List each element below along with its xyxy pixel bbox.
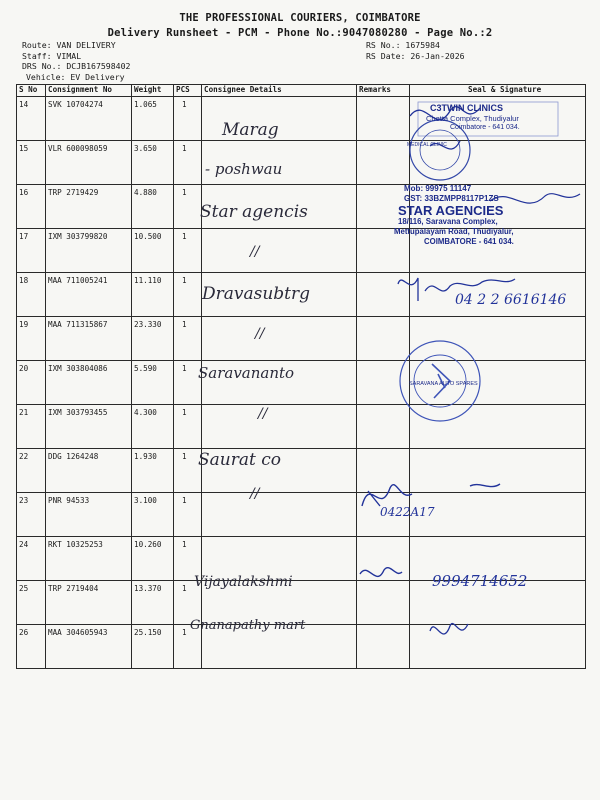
handwriting-r20: Saravananto [198, 364, 295, 382]
cell-weight: 10.500 [132, 229, 174, 273]
handwriting-r22: Saurat co [198, 450, 281, 470]
cell-weight: 4.300 [132, 405, 174, 449]
col-sno: S No [17, 85, 46, 97]
cell-consignment-no: IXM 303799820 [46, 229, 132, 273]
cell-consignment-no: IXM 303804086 [46, 361, 132, 405]
cell-pcs: 1 [174, 273, 202, 317]
cell-pcs: 1 [174, 229, 202, 273]
handwriting-r19: // [255, 326, 265, 342]
document-title: THE PROFESSIONAL COURIERS, COIMBATORE [179, 12, 421, 24]
cell-consignee-details [202, 405, 357, 449]
cell-consignment-no: TRP 2719429 [46, 185, 132, 229]
document-subtitle: Delivery Runsheet - PCM - Phone No.:9047080280 - Page No.:2 [107, 27, 493, 39]
cell-weight: 3.650 [132, 141, 174, 185]
clinic-stamp-pin: Coimbatore - 641 034. [450, 124, 520, 131]
meta-right [366, 40, 465, 61]
cell-sno: 23 [17, 493, 46, 537]
cell-sno: 15 [17, 141, 46, 185]
cell-consignee-details [202, 317, 357, 361]
row25-signature [360, 568, 402, 577]
cell-consignment-no: MAA 304605943 [46, 625, 132, 669]
cell-pcs: 1 [174, 97, 202, 141]
col-consignment: Consignment No [46, 85, 132, 97]
handwriting-r18: Dravasubtrg [202, 284, 311, 304]
cell-weight: 11.110 [132, 273, 174, 317]
rs-number: RS No.: 1675984 [366, 40, 440, 50]
cell-sno: 18 [17, 273, 46, 317]
cell-pcs: 1 [174, 581, 202, 625]
star-city: COIMBATORE - 641 034. [424, 237, 514, 246]
cell-consignment-no: IXM 303793455 [46, 405, 132, 449]
cell-pcs: 1 [174, 185, 202, 229]
cell-sno: 26 [17, 625, 46, 669]
cell-weight: 13.370 [132, 581, 174, 625]
cell-pcs: 1 [174, 625, 202, 669]
col-weight: Weight [132, 85, 174, 97]
cell-pcs: 1 [174, 537, 202, 581]
row26-signature [430, 624, 468, 634]
col-remarks: Remarks [357, 85, 410, 97]
cell-sno: 16 [17, 185, 46, 229]
clinic-stamp-address: Chetta Complex, Thudiyalur [426, 114, 519, 123]
rs-date: RS Date: 26-Jan-2026 [366, 50, 465, 61]
cell-consignment-no: PNR 94533 [46, 493, 132, 537]
cell-consignment-no: RKT 10325253 [46, 537, 132, 581]
cell-consignee-details [202, 229, 357, 273]
cell-sno: 21 [17, 405, 46, 449]
cell-consignment-no: MAA 711005241 [46, 273, 132, 317]
handwriting-r14: Marag [222, 120, 279, 140]
handwriting-r21: // [258, 406, 268, 422]
cell-sno: 20 [17, 361, 46, 405]
star-mobile: Mob: 99975 11147 [404, 184, 472, 193]
cell-consignment-no: VLR 600098059 [46, 141, 132, 185]
drs-label: DRS No.: DCJB167598402 [22, 61, 131, 72]
row18-signature-number: 04 2 2 6616146 [455, 292, 567, 308]
table-header-row [17, 85, 586, 97]
row25-signature-number: 9994714652 [432, 572, 528, 590]
cell-consignment-no: TRP 2719404 [46, 581, 132, 625]
cell-consignment-no: MAA 711315867 [46, 317, 132, 361]
saravana-seal-text: SARAVANA AUTO SPARES [409, 381, 478, 387]
star-agencies-name: STAR AGENCIES [398, 203, 504, 218]
cell-sno: 14 [17, 97, 46, 141]
cell-weight: 3.100 [132, 493, 174, 537]
handwriting-r23: // [250, 486, 260, 502]
row23-signature-number: 0422A17 [380, 505, 435, 519]
cell-weight: 4.880 [132, 185, 174, 229]
cell-weight: 10.260 [132, 537, 174, 581]
cell-sno: 24 [17, 537, 46, 581]
clinic-round-seal-text: MEDICAL CLINIC [407, 142, 447, 148]
cell-weight: 1.065 [132, 97, 174, 141]
cell-pcs: 1 [174, 449, 202, 493]
handwriting-r17: // [250, 244, 260, 260]
meta-left [22, 40, 130, 82]
col-seal-signature: Seal & Signature [410, 85, 586, 97]
star-agencies-signature [490, 194, 580, 203]
cell-consignment-no: DDG 1264248 [46, 449, 132, 493]
cell-consignment-no: SVK 10704274 [46, 97, 132, 141]
cell-pcs: 1 [174, 317, 202, 361]
row23-signature [362, 484, 500, 506]
vehicle-label: Vehicle: EV Delivery [26, 71, 125, 82]
cell-weight: 25.150 [132, 625, 174, 669]
col-consignee: Consignee Details [202, 85, 357, 97]
cell-sno: 17 [17, 229, 46, 273]
staff-label: Staff: VIMAL [22, 50, 82, 61]
cell-sno: 22 [17, 449, 46, 493]
star-address-2: Mettupalayam Road, Thudiyalur, [394, 227, 514, 236]
clinic-stamp-name: C3TWIN CLINICS [430, 103, 503, 113]
cell-weight: 23.330 [132, 317, 174, 361]
handwriting-r25: Vijayalakshmi [194, 574, 293, 590]
handwriting-r15: - poshwau [205, 160, 283, 178]
cell-weight: 1.930 [132, 449, 174, 493]
cell-pcs: 1 [174, 493, 202, 537]
cell-sno: 25 [17, 581, 46, 625]
cell-pcs: 1 [174, 405, 202, 449]
cell-pcs: 1 [174, 141, 202, 185]
star-gst: GST: 33BZMPP8117P1ZS [404, 194, 499, 203]
cell-consignee-details [202, 493, 357, 537]
route-label: Route: VAN DELIVERY [22, 40, 116, 50]
col-pcs: PCS [174, 85, 202, 97]
cell-weight: 5.590 [132, 361, 174, 405]
star-address-1: 18/116, Saravana Complex, [398, 217, 498, 226]
handwriting-r16: Star agencis [200, 202, 308, 222]
cell-sno: 19 [17, 317, 46, 361]
cell-pcs: 1 [174, 361, 202, 405]
handwriting-r26: Gnanapathy mart [190, 618, 306, 633]
